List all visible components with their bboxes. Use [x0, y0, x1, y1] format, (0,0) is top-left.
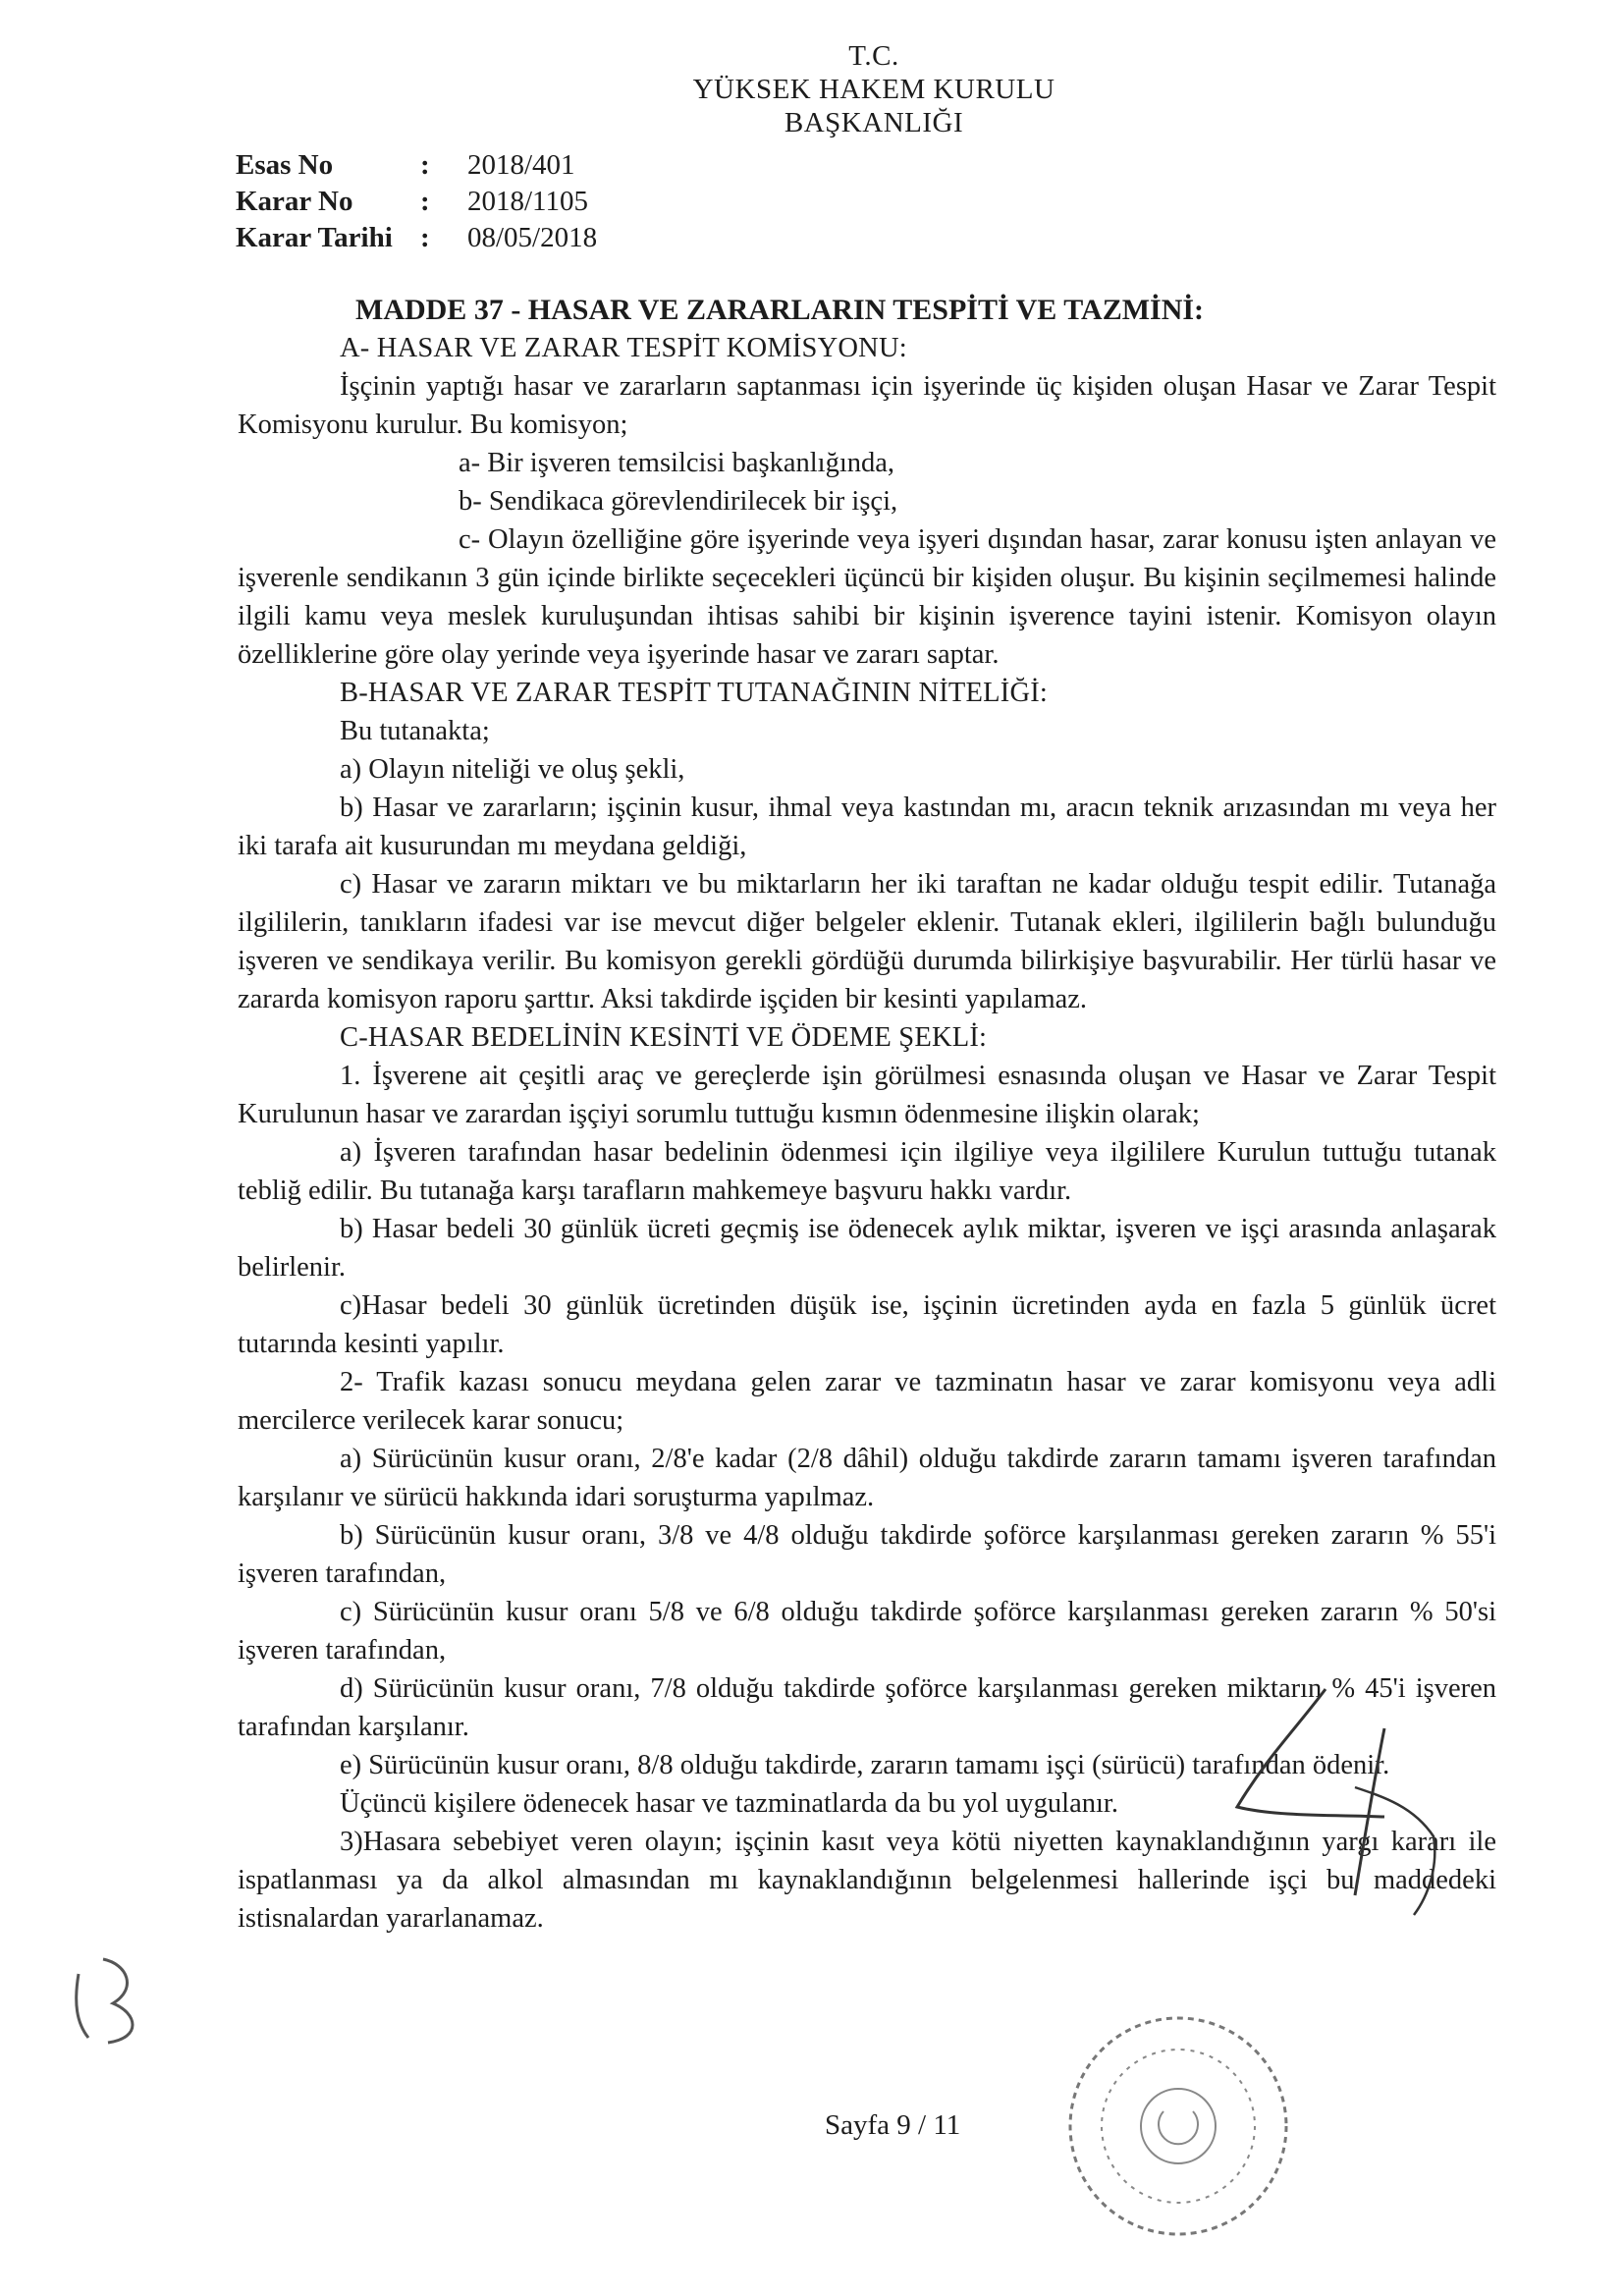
page-number: Sayfa 9 / 11: [825, 2109, 961, 2141]
list-item: 1. İşverene ait çeşitli araç ve gereçlerde işin görülmesi esnasında oluşan ve Hasar ve Zarar Tespit Kurulunun hasar ve zarardan işçiyi sorumlu tuttuğu kısmın ödenmesine ilişkin olarak;: [238, 1061, 1496, 1129]
list-item: a) İşveren tarafından hasar bedelinin ödenmesi için ilgiliye veya ilgililere Kurulun tuttuğu tutanak tebliğ edilir. Bu tutanağa karşı tarafların mahkemeye başvuru hakkı vardır.: [238, 1137, 1496, 1206]
margin-handwritten-mark: [59, 1944, 157, 2052]
list-item: b- Sendikaca görevlendirilecek bir işçi,: [459, 486, 898, 517]
meta-colon: :: [420, 149, 430, 181]
official-stamp: [1031, 2003, 1325, 2249]
list-item: a- Bir işveren temsilcisi başkanlığında,: [459, 448, 895, 478]
meta-value: 2018/401: [467, 149, 575, 181]
header-line-baskanlik: BAŞKANLIĞI: [784, 107, 964, 138]
meta-colon: :: [420, 222, 430, 253]
paragraph: Üçüncü kişilere ödenecek hasar ve tazminatlarda da bu yol uygulanır.: [340, 1788, 1118, 1819]
paragraph: İşçinin yaptığı hasar ve zararların saptanması için işyerinde üç kişiden oluşan Hasar ve Zarar Tespit Komisyonu kurulur. Bu komisyon;: [238, 371, 1496, 440]
list-item: 2- Trafik kazası sonucu meydana gelen zarar ve tazminatın hasar ve zarar komisyonu veya adli mercilerce verilecek karar sonucu;: [238, 1367, 1496, 1436]
meta-value: 08/05/2018: [467, 222, 598, 253]
meta-row-karar: [236, 184, 597, 220]
header-line-tc: T.C.: [848, 40, 899, 72]
list-item: c) Sürücünün kusur oranı 5/8 ve 6/8 olduğu takdirde şoförce karşılanması gereken zararın % 50'si işveren tarafından,: [238, 1597, 1496, 1666]
paragraph: Bu tutanakta;: [340, 716, 490, 746]
section-heading-b: B-HASAR VE ZARAR TESPİT TUTANAĞININ NİTELİĞİ:: [340, 678, 1049, 708]
list-item: c)Hasar bedeli 30 günlük ücretinden düşük ise, işçinin ücretinden ayda en fazla 5 günlük ücret tutarında kesinti yapılır.: [238, 1290, 1496, 1359]
section-heading-a: A- HASAR VE ZARAR TESPİT KOMİSYONU:: [340, 333, 907, 363]
list-item: b) Hasar ve zararların; işçinin kusur, ihmal veya kastından mı, aracın teknik arızasından mı veya her iki tarafa ait kusurundan mı meydana geldiği,: [238, 793, 1496, 861]
handwritten-signature: [1217, 1669, 1453, 1925]
meta-label: Karar Tarihi: [236, 222, 393, 253]
list-item: b) Sürücünün kusur oranı, 3/8 ve 4/8 olduğu takdirde şoförce karşılanması gereken zararın % 55'i işveren tarafından,: [238, 1520, 1496, 1589]
list-item: a) Olayın niteliği ve oluş şekli,: [340, 754, 685, 785]
case-metadata: [236, 147, 597, 256]
list-item: d) Sürücünün kusur oranı, 7/8 olduğu takdirde şoförce karşılanması gereken miktarın % 45'i işveren tarafından karşılanır.: [238, 1673, 1496, 1742]
meta-label: Karar No: [236, 186, 353, 217]
section-heading-c: C-HASAR BEDELİNİN KESİNTİ VE ÖDEME ŞEKLİ:: [340, 1022, 988, 1053]
meta-row-tarih: [236, 220, 597, 256]
list-item: b) Hasar bedeli 30 günlük ücreti geçmiş ise ödenecek aylık miktar, işveren ve işçi arasında anlaşarak belirlenir.: [238, 1214, 1496, 1283]
meta-label: Esas No: [236, 149, 334, 181]
header-line-kurul: YÜKSEK HAKEM KURULU: [692, 74, 1055, 105]
list-item: 3)Hasara sebebiyet veren olayın; işçinin kasıt veya kötü niyetten kaynaklandığının yargı kararı ile ispatlanması ya da alkol almasından mı kaynaklandığının belgelenmesi hallerinde işçi bu maddedeki istisnalardan yararlanamaz.: [238, 1827, 1496, 1934]
institution-header: [628, 39, 1119, 139]
list-item: a) Sürücünün kusur oranı, 2/8'e kadar (2/8 dâhil) olduğu takdirde zararın tamamı işveren tarafından karşılanır ve sürücü hakkında idari soruşturma yapılmaz.: [238, 1444, 1496, 1512]
meta-colon: :: [420, 186, 430, 217]
article-title: MADDE 37 - HASAR VE ZARARLARIN TESPİTİ VE TAZMİNİ:: [355, 294, 1205, 326]
list-item: c) Hasar ve zararın miktarı ve bu miktarların her iki taraftan ne kadar olduğu tespit edilir. Tutanağa ilgililerin, tanıkların ifadesi var ise mevcut diğer belgeler eklenir. Tutanak ekleri, ilgililerin bağlı bulunduğu işveren ve sendikaya verilir. Bu komisyon gerekli gördüğü durumda bilirkişiye başvurabilir. Her türlü hasar ve zararda komisyon raporu şarttır. Aksi takdirde işçiden bir kesinti yapılamaz.: [238, 869, 1496, 1014]
list-item: c- Olayın özelliğine göre işyerinde veya işyeri dışından hasar, zarar konusu işten anlayan ve işverenle sendikanın 3 gün içinde birlikte seçecekleri üçüncü bir kişiden oluşur. Bu kişinin seçilmemesi halinde ilgili kamu veya meslek kuruluşundan ihtisas sahibi bir kişinin işverence tayini istenir. Komisyon olayın özelliklerine göre olay yerinde veya işyerinde hasar ve zararı saptar.: [238, 524, 1496, 670]
meta-row-esas: [236, 147, 597, 184]
list-item: e) Sürücünün kusur oranı, 8/8 olduğu takdirde, zararın tamamı işçi (sürücü) tarafından ödenir.: [340, 1750, 1390, 1780]
meta-value: 2018/1105: [467, 186, 588, 217]
